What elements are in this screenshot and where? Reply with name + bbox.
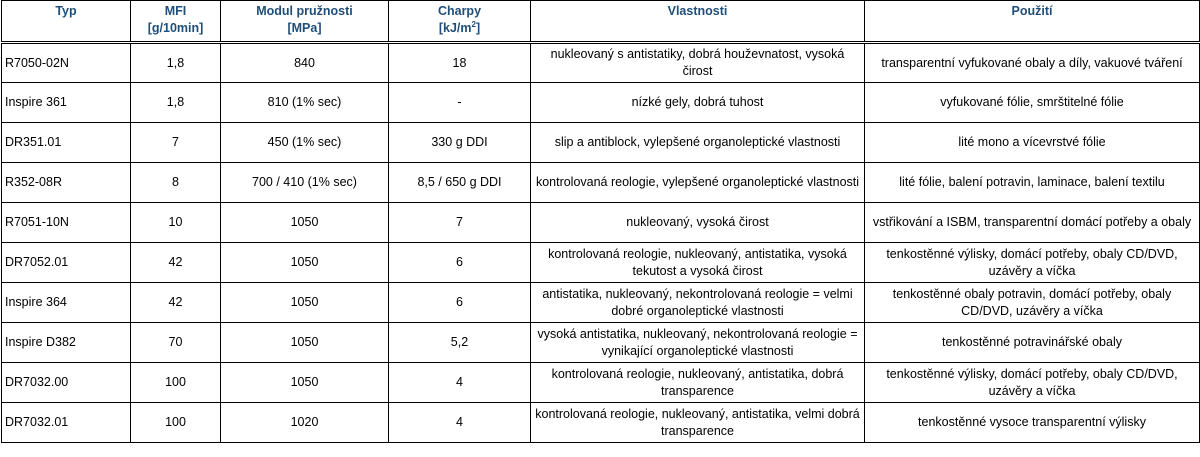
cell-typ: R7050-02N bbox=[2, 43, 131, 83]
cell-vlastnosti: kontrolovaná reologie, nukleovaný, antistatika, velmi dobrá transparence bbox=[531, 403, 865, 443]
cell-modul: 810 (1% sec) bbox=[221, 83, 389, 123]
header-pouziti-label: Použití bbox=[1011, 4, 1053, 18]
cell-typ: Inspire 364 bbox=[2, 283, 131, 323]
cell-vlastnosti: nízké gely, dobrá tuhost bbox=[531, 83, 865, 123]
header-modul bbox=[221, 1, 389, 43]
header-modul-unit: [MPa] bbox=[287, 21, 322, 35]
cell-typ: R352-08R bbox=[2, 163, 131, 203]
cell-mfi: 1,8 bbox=[131, 43, 221, 83]
header-vlastnosti-label: Vlastnosti bbox=[667, 4, 728, 18]
polymer-spec-table bbox=[1, 0, 1200, 443]
cell-pouziti: lité mono a vícevrstvé fólie bbox=[865, 123, 1200, 163]
cell-modul: 1050 bbox=[221, 203, 389, 243]
cell-mfi: 1,8 bbox=[131, 83, 221, 123]
cell-pouziti: tenkostěnné výlisky, domácí potřeby, obaly CD/DVD, uzávěry a víčka bbox=[865, 243, 1200, 283]
table-body bbox=[2, 43, 1200, 443]
cell-vlastnosti: nukleovaný, vysoká čirost bbox=[531, 203, 865, 243]
cell-modul: 1050 bbox=[221, 363, 389, 403]
cell-typ: Inspire 361 bbox=[2, 83, 131, 123]
cell-vlastnosti: kontrolovaná reologie, vylepšené organoleptické vlastnosti bbox=[531, 163, 865, 203]
header-charpy-label: Charpy bbox=[437, 4, 482, 18]
header-row bbox=[2, 1, 1200, 43]
header-charpy bbox=[389, 1, 531, 43]
cell-vlastnosti: antistatika, nukleovaný, nekontrolovaná reologie = velmi dobré organoleptické vlastnosti bbox=[531, 283, 865, 323]
charpy-unit-post: ] bbox=[475, 21, 481, 35]
table-row bbox=[2, 163, 1200, 203]
header-mfi-unit: [g/10min] bbox=[147, 21, 204, 35]
cell-pouziti: vyfukované fólie, smrštitelné fólie bbox=[865, 83, 1200, 123]
cell-vlastnosti: kontrolovaná reologie, nukleovaný, antistatika, vysoká tekutost a vysoká čirost bbox=[531, 243, 865, 283]
cell-modul: 840 bbox=[221, 43, 389, 83]
cell-typ: DR7052.01 bbox=[2, 243, 131, 283]
header-mfi-label: MFI bbox=[164, 4, 187, 18]
cell-mfi: 42 bbox=[131, 283, 221, 323]
cell-pouziti: tenkostěnné vysoce transparentní výlisky bbox=[865, 403, 1200, 443]
table-row bbox=[2, 43, 1200, 83]
cell-modul: 1050 bbox=[221, 283, 389, 323]
cell-mfi: 100 bbox=[131, 363, 221, 403]
cell-mfi: 70 bbox=[131, 323, 221, 363]
header-pouziti bbox=[865, 1, 1200, 43]
cell-charpy: 18 bbox=[389, 43, 531, 83]
table-row bbox=[2, 323, 1200, 363]
cell-pouziti: vstřikování a ISBM, transparentní domácí potřeby a obaly bbox=[865, 203, 1200, 243]
header-vlastnosti bbox=[531, 1, 865, 43]
charpy-unit-sup: 2 bbox=[471, 19, 476, 29]
cell-typ: DR351.01 bbox=[2, 123, 131, 163]
header-modul-label: Modul pružnosti bbox=[256, 4, 353, 18]
table-row bbox=[2, 363, 1200, 403]
cell-pouziti: tenkostěnné potravinářské obaly bbox=[865, 323, 1200, 363]
cell-typ: DR7032.01 bbox=[2, 403, 131, 443]
cell-modul: 450 (1% sec) bbox=[221, 123, 389, 163]
cell-charpy: 6 bbox=[389, 283, 531, 323]
header-charpy-unit bbox=[392, 20, 527, 37]
header-typ-label: Typ bbox=[55, 4, 77, 18]
cell-charpy: 4 bbox=[389, 403, 531, 443]
cell-mfi: 10 bbox=[131, 203, 221, 243]
cell-modul: 1050 bbox=[221, 323, 389, 363]
table-header bbox=[2, 1, 1200, 43]
table-row bbox=[2, 203, 1200, 243]
cell-modul: 1050 bbox=[221, 243, 389, 283]
charpy-unit-pre: [kJ/m bbox=[438, 21, 472, 35]
cell-charpy: 7 bbox=[389, 203, 531, 243]
table-row bbox=[2, 83, 1200, 123]
table-row bbox=[2, 283, 1200, 323]
cell-typ: DR7032.00 bbox=[2, 363, 131, 403]
cell-vlastnosti: kontrolovaná reologie, nukleovaný, antistatika, dobrá transparence bbox=[531, 363, 865, 403]
cell-mfi: 7 bbox=[131, 123, 221, 163]
cell-pouziti: tenkostěnné výlisky, domácí potřeby, obaly CD/DVD, uzávěry a víčka bbox=[865, 363, 1200, 403]
cell-charpy: 6 bbox=[389, 243, 531, 283]
table-row bbox=[2, 123, 1200, 163]
cell-vlastnosti: nukleovaný s antistatiky, dobrá houževnatost, vysoká čirost bbox=[531, 43, 865, 83]
header-typ bbox=[2, 1, 131, 43]
cell-mfi: 42 bbox=[131, 243, 221, 283]
cell-vlastnosti: slip a antiblock, vylepšené organoleptické vlastnosti bbox=[531, 123, 865, 163]
header-mfi bbox=[131, 1, 221, 43]
table-row bbox=[2, 243, 1200, 283]
cell-charpy: 8,5 / 650 g DDI bbox=[389, 163, 531, 203]
cell-mfi: 8 bbox=[131, 163, 221, 203]
cell-typ: R7051-10N bbox=[2, 203, 131, 243]
cell-charpy: - bbox=[389, 83, 531, 123]
cell-vlastnosti: vysoká antistatika, nukleovaný, nekontrolovaná reologie = vynikající organoleptické vlastnosti bbox=[531, 323, 865, 363]
table-row bbox=[2, 403, 1200, 443]
cell-charpy: 330 g DDI bbox=[389, 123, 531, 163]
cell-pouziti: transparentní vyfukované obaly a díly, vakuové tváření bbox=[865, 43, 1200, 83]
cell-pouziti: lité fólie, balení potravin, laminace, balení textilu bbox=[865, 163, 1200, 203]
cell-modul: 700 / 410 (1% sec) bbox=[221, 163, 389, 203]
cell-charpy: 5,2 bbox=[389, 323, 531, 363]
cell-mfi: 100 bbox=[131, 403, 221, 443]
cell-modul: 1020 bbox=[221, 403, 389, 443]
cell-charpy: 4 bbox=[389, 363, 531, 403]
cell-pouziti: tenkostěnné obaly potravin, domácí potřeby, obaly CD/DVD, uzávěry a víčka bbox=[865, 283, 1200, 323]
cell-typ: Inspire D382 bbox=[2, 323, 131, 363]
